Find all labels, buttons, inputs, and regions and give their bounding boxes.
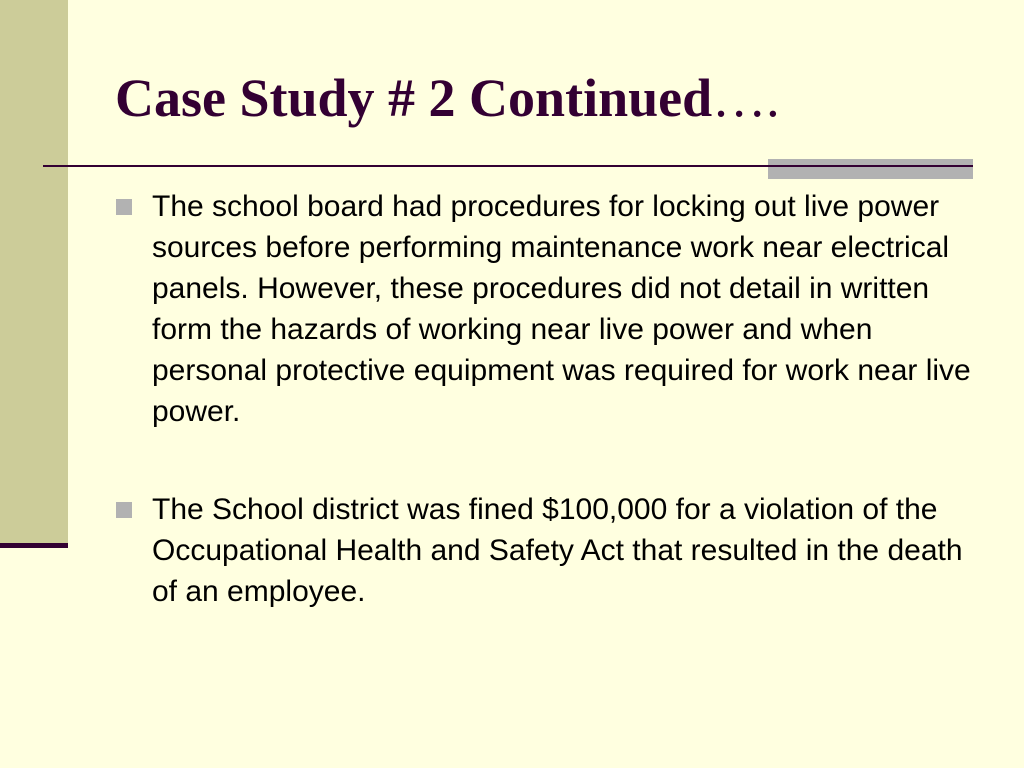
slide-title-ellipsis: ….	[712, 68, 780, 128]
slide-title-text: Case Study # 2 Continued	[115, 68, 713, 128]
title-accent-bar	[768, 159, 973, 179]
bullet-text: The school board had procedures for locking out live power sources before performing maintenance work near electrical panels. However, these procedures did not detail in written form the hazards of working near live power and when personal protective equipment was required for work near live power.	[152, 190, 971, 428]
left-sidebar-decoration	[0, 0, 68, 543]
title-divider	[43, 165, 973, 167]
bullet-square-icon	[116, 502, 132, 518]
bullet-square-icon	[116, 199, 132, 215]
bullet-text: The School district was fined $100,000 for a violation of the Occupational Health and Safety Act that resulted in the death of an employee.	[152, 493, 963, 608]
sidebar-accent-line	[0, 543, 68, 548]
slide-title	[115, 66, 780, 130]
